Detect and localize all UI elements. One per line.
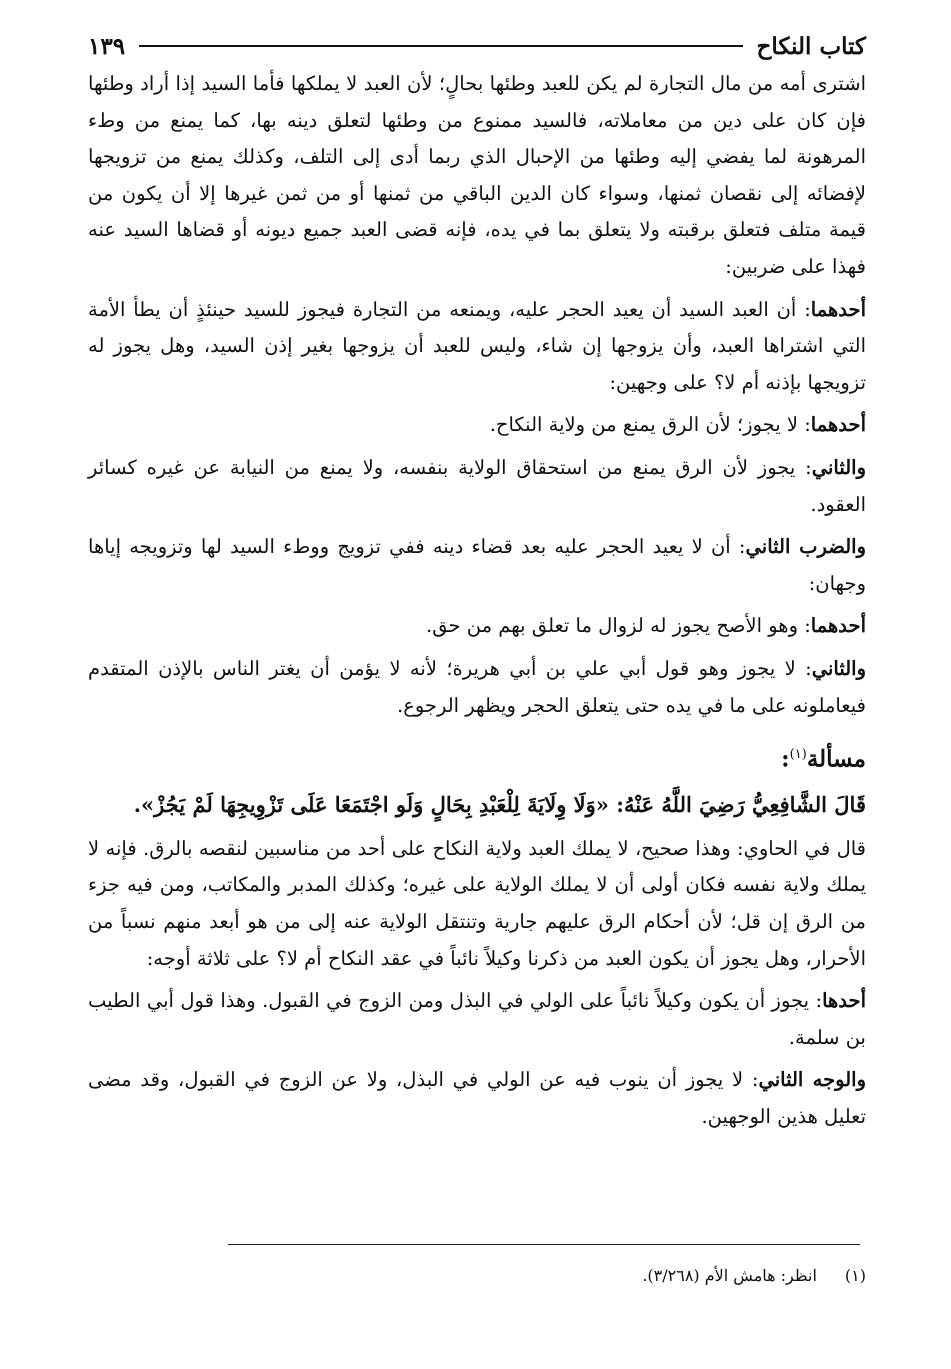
paragraph-lead: أحدهما xyxy=(810,297,866,321)
section-heading: مسألة$^{(١)}$: xyxy=(781,745,866,773)
paragraph: قال في الحاوي: وهذا صحيح، لا يملك العبد ولاية النكاح على أحد من مناسبين لنقصه بالرق. فإنه لا يملك ولاية نفسه فكان أولى أن لا يملك الولاية على غيره؛ وكذلك المدبر والمكاتب، ومن فيه جزء من الرق إن قل؛ لأن أحكام الرق عليهم جارية وتنتقل الولاية عنه إلى من هو أبعد منهم نسباً من الأحرار، وهل يجوز أن يكون العبد من ذكرنا وكيلاً نائباً في عقد النكاح أم لا؟ على ثلاثة أوجه: xyxy=(88,836,866,970)
paragraph: أحدهما: وهو الأصح يجوز له لزوال ما تعلق بهم من حق. xyxy=(426,614,866,638)
footnote xyxy=(642,1264,866,1288)
paragraph-lead: والثاني xyxy=(811,656,866,680)
paragraph-lead: والثاني xyxy=(811,455,866,479)
paragraph-lead: أحدها xyxy=(822,989,866,1013)
footnote-text: انظر: هامش الأم (٣/٢٦٨). xyxy=(642,1266,817,1285)
running-title: كتاب النكاح xyxy=(756,32,866,60)
paragraph-lead: والوجه الثاني xyxy=(758,1068,867,1092)
book-page xyxy=(88,26,866,1346)
paragraph: أحدهما: لا يجوز؛ لأن الرق يمنع من ولاية النكاح. xyxy=(489,413,866,437)
paragraph-lead: أحدهما xyxy=(810,614,866,638)
page-header xyxy=(88,26,866,66)
shafii-quote: قَالَ الشَّافِعِيُّ رَضِيَ اللَّهُ عَنْهُ: «وَلَا وِلَايَةَ لِلْعَبْدِ بِحَالٍ وَلَو اجْتَمَعَا عَلَى تَزْوِيجِهَا لَمْ يَجُزْ». xyxy=(133,791,866,817)
footnote-ref: (١) xyxy=(789,747,807,763)
paragraph: أحدهما: أن العبد السيد أن يعيد الحجر عليه، ويمنعه من التجارة فيجوز للسيد حينئذٍ أن يطأ الأمة التي اشتراها العبد، وأن يزوجها إن شاء، وليس للعبد أن يزوجها بغير إذن السيد، وهل يجوز له تزويجها بإذنه أم لا؟ على وجهين: xyxy=(88,297,866,394)
page-body xyxy=(88,66,866,1136)
paragraph: والوجه الثاني: لا يجوز أن ينوب فيه عن الولي في البذل، ولا عن الزوج في القبول، وقد مضى تعليل هذين الوجهين. xyxy=(88,1068,867,1128)
page-number: ١٣٩ xyxy=(88,32,126,60)
paragraph: اشترى أمه من مال التجارة لم يكن للعبد وطئها بحالٍ؛ لأن العبد لا يملكها فأما السيد إذا أراد وطئها فإن كان على دين من معاملاته، فالسيد ممنوع من وطئها لتعلق دينه بها، كما يمنع من وطء المرهونة لما يفضي إليه وطئها من الإحبال الذي ربما أدى إلى التلف، وكذلك يمنع من تزويجها لإفضائه إلى نقصان ثمنها، وسواء كان الدين الباقي من ثمنها أو من ثمن غيرها إلا أن يكون من قيمة متلف فتعلق برقبته ولا يتعلق بما في يده، فإنه قضى العبد جميع ديونه أو قضاها السيد عنه فهذا على ضربين: xyxy=(88,72,866,278)
paragraph-lead: أحدهما xyxy=(810,413,866,437)
paragraph: والثاني: لا يجوز وهو قول أبي علي بن أبي هريرة؛ لأنه لا يؤمن أن يغتر الناس بالإذن المتقدم فيعاملونه على ما في يده حتى يتعلق الحجر ويظهر الرجوع. xyxy=(88,656,866,717)
header-rule xyxy=(139,45,742,47)
paragraph-lead: والضرب الثاني xyxy=(745,535,866,559)
paragraph: والثاني: يجوز لأن الرق يمنع من استحقاق الولاية بنفسه، ولا يمنع من النيابة عن غيره كسائر العقود. xyxy=(88,455,866,516)
footnote-number: (١) xyxy=(844,1266,866,1285)
paragraph: أحدها: يجوز أن يكون وكيلاً نائباً على الولي في البذل ومن الزوج في القبول. وهذا قول أبي الطيب بن سلمة. xyxy=(88,989,866,1049)
footnote-rule xyxy=(228,1244,860,1245)
paragraph: والضرب الثاني: أن لا يعيد الحجر عليه بعد قضاء دينه ففي تزويج ووطء السيد لها وتزويجه إياها وجهان: xyxy=(88,535,866,595)
